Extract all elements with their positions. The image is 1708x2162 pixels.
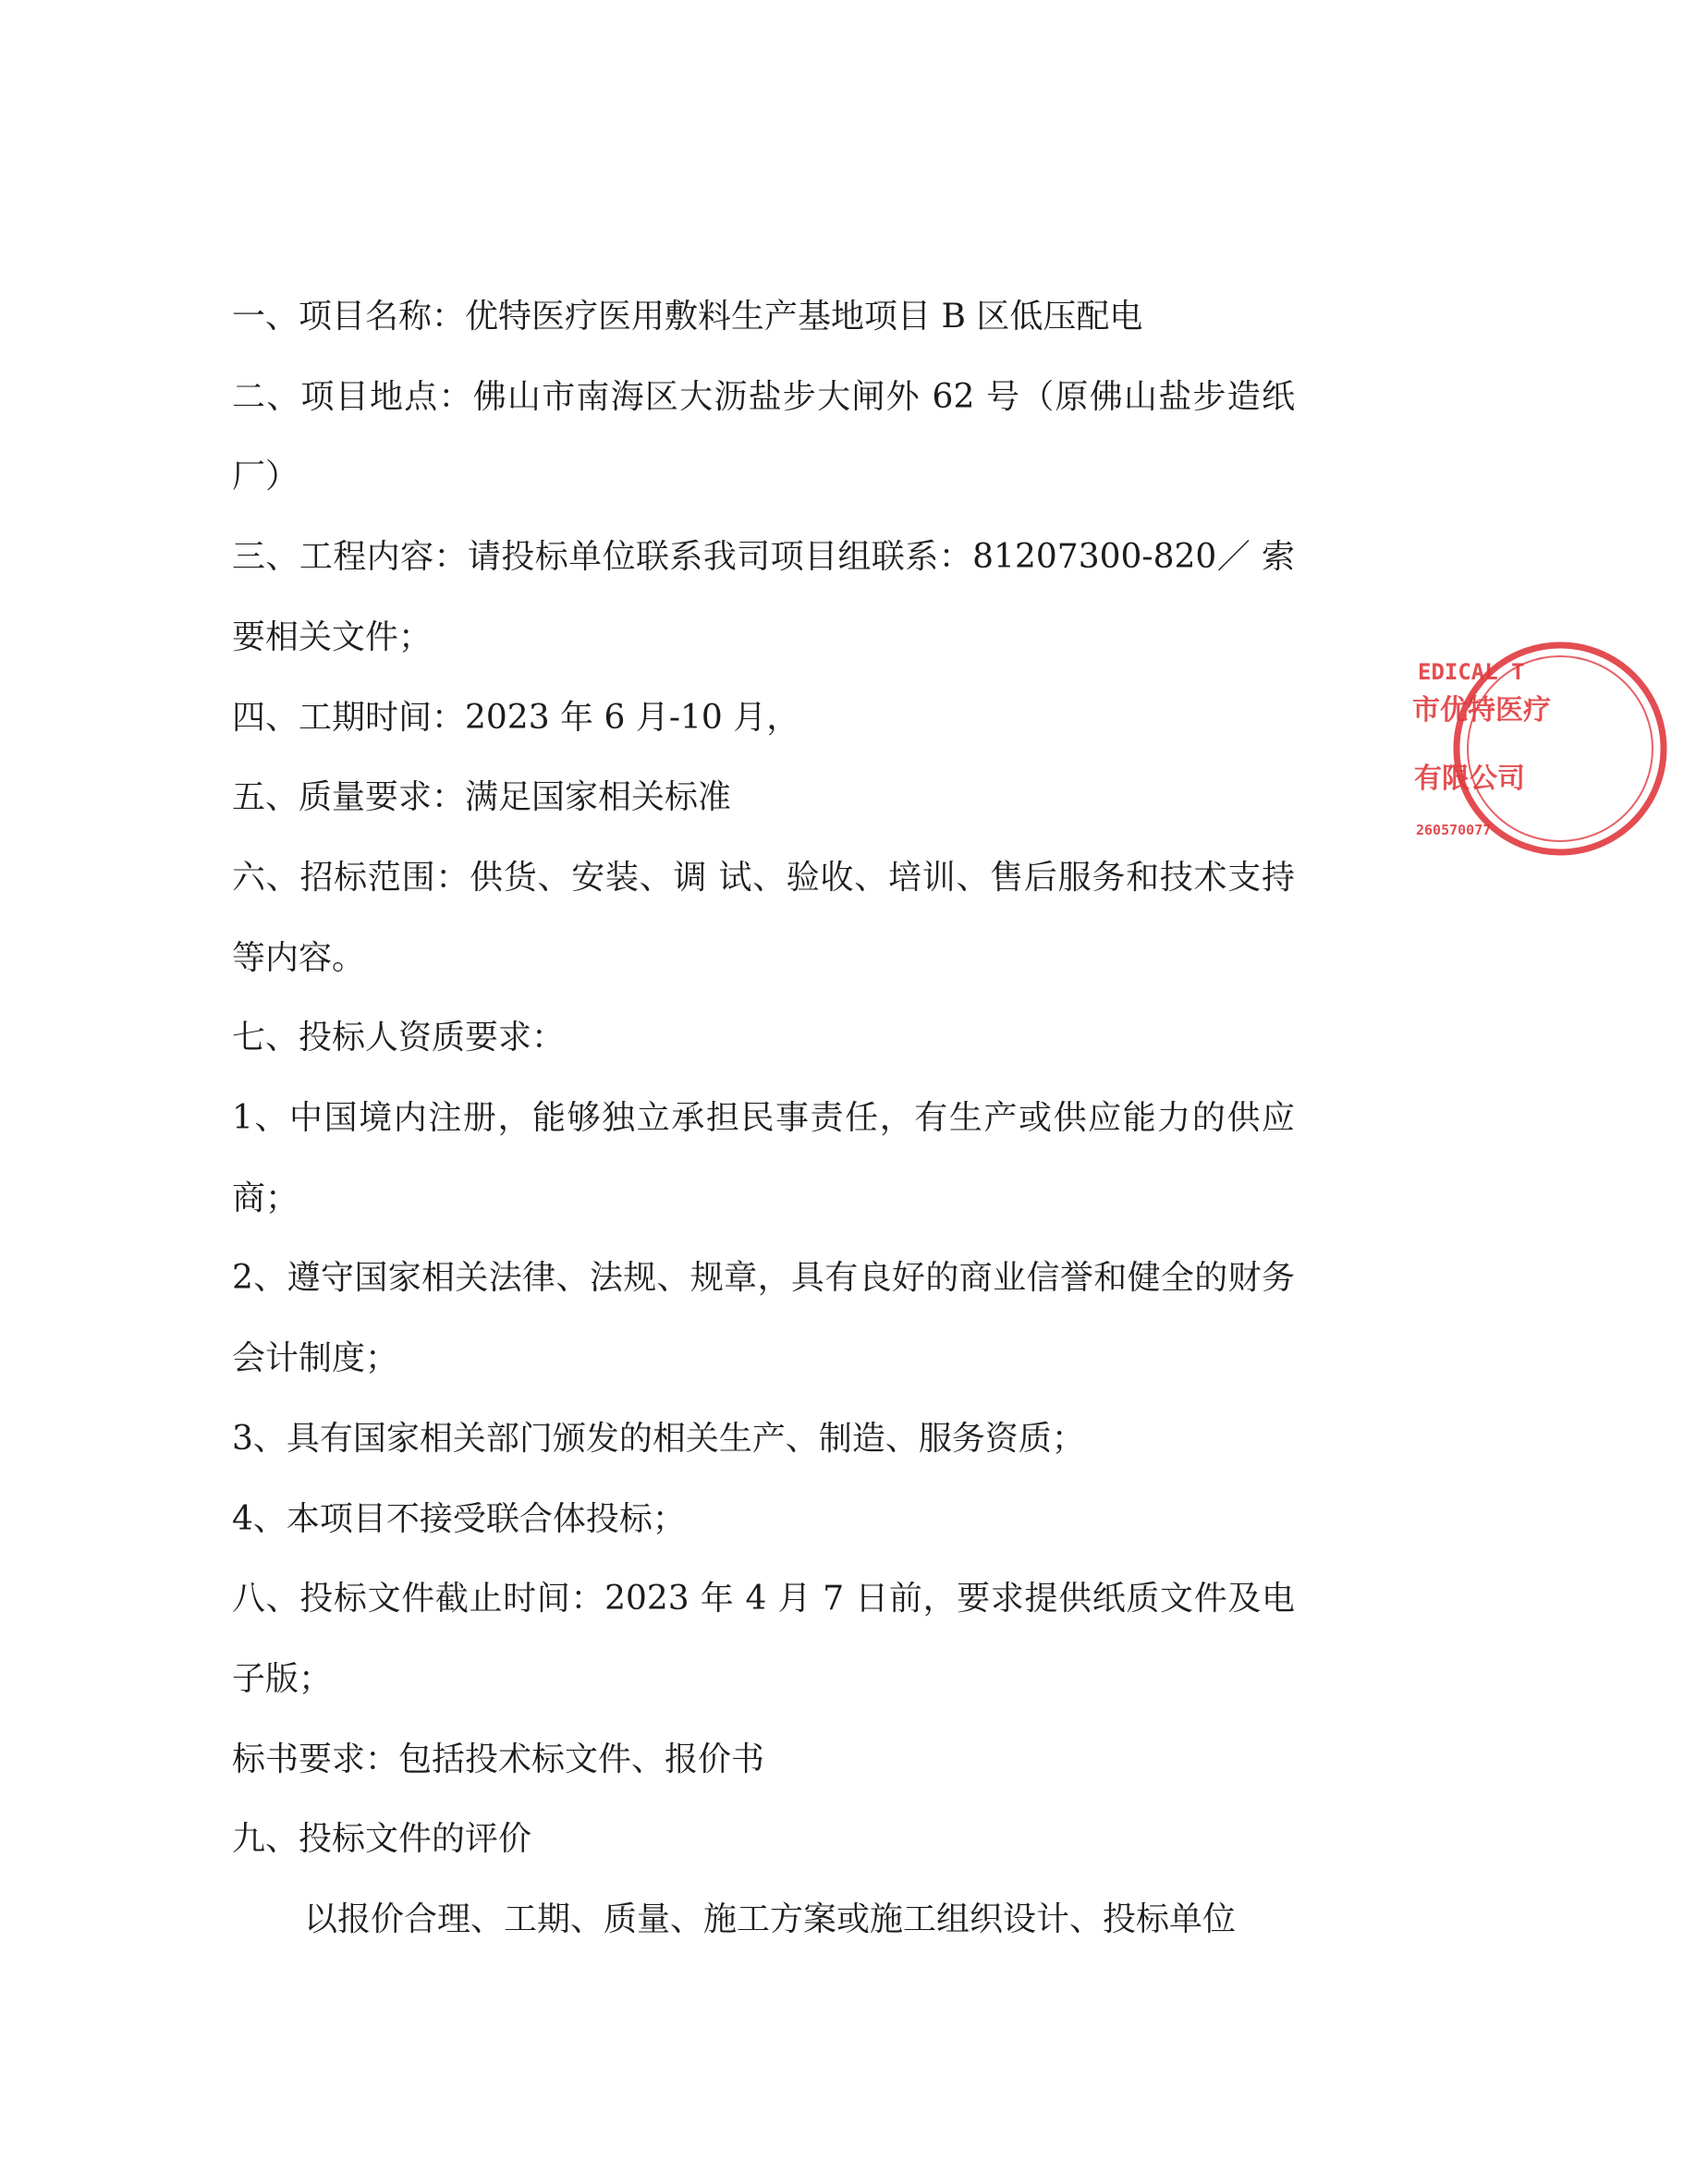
- paragraph-scope: 六、招标范围：供货、安装、调 试、验收、培训、售后服务和技术支持等内容。: [232, 858, 1295, 977]
- document-body: [232, 277, 1295, 1960]
- paragraph-qualification-3: 3、具有国家相关部门颁发的相关生产、制造、服务资质；: [232, 1419, 1085, 1458]
- paragraph-bid-requirements: 标书要求：包括投术标文件、报价书: [232, 1740, 765, 1778]
- paragraph-evaluation-heading: 九、投标文件的评价: [232, 1820, 532, 1859]
- seal-text-code: 260570077: [1416, 822, 1492, 838]
- paragraph-qualification-2: 2、遵守国家相关法律、法规、规章，具有良好的商业信誉和健全的财务会计制度；: [232, 1259, 1295, 1378]
- paragraph-work-content: 三、工程内容：请投标单位联系我司项目组联系：81207300-820／ 索要相关文件；: [232, 538, 1295, 656]
- paragraph-quality: 五、质量要求：满足国家相关标准: [232, 778, 732, 817]
- paragraph-qualification-1: 1、中国境内注册，能够独立承担民事责任，有生产或供应能力的供应商；: [232, 1099, 1295, 1217]
- seal-text-top: EDICAL T: [1418, 659, 1525, 685]
- paragraph-deadline: 八、投标文件截止时间：2023 年 4 月 7 日前，要求提供纸质文件及电子版；: [232, 1580, 1295, 1698]
- paragraph-project-name: 一、项目名称：优特医疗医用敷料生产基地项目 B 区低压配电: [232, 298, 1143, 336]
- company-seal-graphic: [1412, 638, 1708, 860]
- paragraph-evaluation-text: 以报价合理、工期、质量、施工方案或施工组织设计、投标单位: [304, 1900, 1237, 1939]
- seal-text-company: 有限公司: [1414, 763, 1525, 795]
- paragraph-project-location: 二、项目地点：佛山市南海区大沥盐步大闸外 62 号（原佛山盐步造纸厂）: [232, 377, 1295, 496]
- company-seal: [1412, 638, 1560, 860]
- paragraph-qualification-4: 4、本项目不接受联合体投标；: [232, 1499, 686, 1538]
- paragraph-schedule: 四、工期时间：2023 年 6 月-10 月，: [232, 698, 800, 737]
- paragraph-qualification-heading: 七、投标人资质要求：: [232, 1019, 566, 1057]
- seal-text-name: 市优特医疗: [1412, 694, 1551, 727]
